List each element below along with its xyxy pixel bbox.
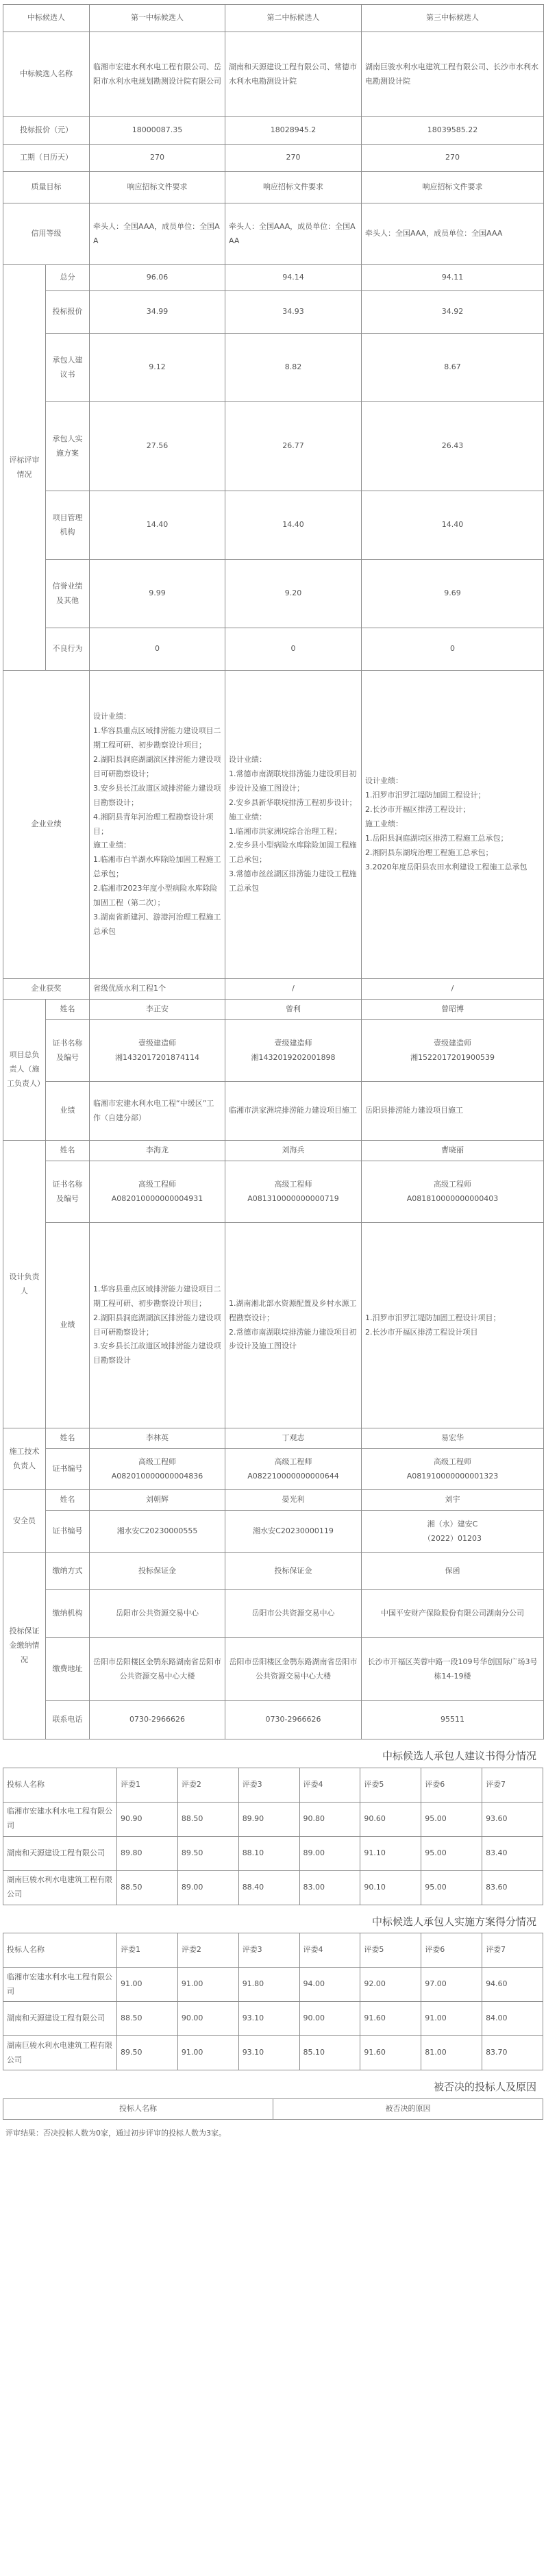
table-row [3,1836,543,1870]
proposal-header-cell: 评委1 [117,1768,178,1802]
pm-group-label: 项目总负责人（施工负责人） [3,1000,46,1141]
plan-header-cell: 评委6 [421,1933,482,1968]
candidate-3-awards: / [362,979,544,1000]
candidate-1-designer-perf-cell [90,1223,225,1428]
score-cell: 83.00 [299,1870,360,1905]
candidate-3-designer-cert: 高级工程师 A081810000000000403 [406,1179,499,1203]
score-cell: 95.00 [421,1836,482,1870]
performance-label: 企业业绩 [3,671,90,979]
candidate-2-pm-name: 曾利 [225,1000,362,1020]
pm-perf-row [3,1082,544,1141]
candidate-3-designer-perf-cell [362,1223,544,1428]
score-cell: 91.00 [117,1968,178,2002]
proposal-scores-table [3,1768,543,1905]
construction-name-label: 姓名 [46,1428,90,1449]
safety-cert-label: 证书编号 [46,1511,90,1553]
awards-row [3,979,544,1000]
review-value: 34.93 [225,291,362,334]
proposal-header-cell: 评委5 [360,1768,421,1802]
review-label: 不良行为 [46,628,90,671]
score-cell: 89.90 [238,1802,299,1836]
pm-name-row [3,1000,544,1020]
review-row-price [3,291,544,334]
bidder-name: 湖南和天源建设工程有限公司 [3,1836,117,1870]
review-value: 8.82 [225,334,362,402]
awards-label: 企业获奖 [3,979,90,1000]
review-value: 9.99 [90,560,225,628]
proposal-header-cell: 评委4 [299,1768,360,1802]
candidate-2-designer-name: 刘海兵 [225,1141,362,1161]
bond-phone-row [3,1701,544,1739]
candidate-3-designer-name: 曹晓丽 [362,1141,544,1161]
candidate-3-period: 270 [362,145,544,172]
bond-agency-label: 缴纳机构 [46,1590,90,1638]
score-cell: 97.00 [421,1968,482,2002]
score-cell: 84.00 [482,2002,543,2036]
score-cell: 94.00 [299,1968,360,2002]
rejected-header-name: 投标人名称 [3,2098,273,2119]
header-candidate-2: 第二中标候选人 [225,5,362,32]
review-row-proposal [3,334,544,402]
proposal-header-cell: 评委6 [421,1768,482,1802]
candidate-1-bond-phone: 0730-2966626 [90,1701,225,1739]
header-label: 中标候选人 [3,5,90,32]
candidate-3-pm-perf: 岳阳县排涝能力建设项目施工 [362,1082,544,1141]
plan-scores-header-row [3,1933,543,1968]
candidate-1-name: 临湘市宏建水利水电工程有限公司、岳阳市水利水电规划勘测设计院有限公司 [90,32,225,117]
candidate-2-pm-perf: 临湘市洪家洲垸排涝能力建设项目施工 [225,1082,362,1141]
review-value: 0 [225,628,362,671]
construction-group-label: 施工技术负责人 [3,1428,46,1490]
bidder-name: 临湘市宏建水利水电工程有限公司 [3,1968,117,2002]
header-candidate-1: 第一中标候选人 [90,5,225,32]
candidate-1-designer-perf: 1.华容县重点区域排涝能力建设项目二期工程可研、初步勘察设计项目； 2.湖阳县洞庭湖湖滨区排涝能力建设项目可研勘察设计； 3.安乡县长江故道区域排涝能力建设项目勘察设计 [93,1284,221,1365]
score-cell: 89.00 [177,1870,238,1905]
proposal-header-cell: 投标人名称 [3,1768,117,1802]
name-label: 中标候选人名称 [3,32,90,117]
candidate-3-credit: 牵头人：全国AAA，成员单位：全国AAA [362,203,544,265]
candidate-2-name: 湖南和天源建设工程有限公司、常德市水利水电勘测设计院 [225,32,362,117]
review-label: 总分 [46,265,90,291]
table-row [3,2036,543,2070]
review-value: 26.77 [225,402,362,491]
designer-cert-row [3,1161,544,1223]
bidder-name: 湖南巨骏水利水电建筑工程有限公司 [3,2036,117,2070]
candidate-1-designer-cert-cell [90,1161,225,1223]
score-cell: 94.60 [482,1968,543,2002]
designer-perf-row [3,1223,544,1428]
score-cell: 93.10 [238,2002,299,2036]
score-cell: 91.00 [421,2002,482,2036]
review-label: 承包人实施方案 [46,402,90,491]
candidate-3-bond-method: 保函 [362,1553,544,1590]
candidate-1-safety-name: 刘朝辉 [90,1490,225,1511]
header-row [3,5,544,32]
bond-method-row [3,1553,544,1590]
score-cell: 95.00 [421,1870,482,1905]
review-value: 9.12 [90,334,225,402]
plan-scores-table [3,1933,543,2070]
candidate-2-bond-address: 岳阳市岳阳楼区金鹗东路湖南省岳阳市公共资源交易中心大楼 [225,1638,362,1701]
bond-phone-label: 联系电话 [46,1701,90,1739]
proposal-scores-header-row [3,1768,543,1802]
designer-name-row [3,1141,544,1161]
candidate-3-bond-phone: 95511 [362,1701,544,1739]
table-row [3,1802,543,1836]
rejected-title: 被否决的投标人及原因 [433,2081,536,2093]
candidate-2-construction-cert-cell [225,1449,362,1490]
candidate-3-designer-perf: 1.汨罗市汨罗江堤防加固工程设计项目； 2.长沙市开福区排涝工程设计项目 [365,1313,501,1337]
candidate-1-pm-cert: 壹级建造师 湘1432017201874114 [115,1038,199,1062]
candidate-2-period: 270 [225,145,362,172]
candidate-2-safety-name: 晏光利 [225,1490,362,1511]
candidate-1-pm-cert-cell [90,1020,225,1082]
score-cell: 85.10 [299,2036,360,2070]
review-label: 信誉业绩及其他 [46,560,90,628]
score-cell: 89.80 [117,1836,178,1870]
plan-header-cell: 评委5 [360,1933,421,1968]
review-value: 14.40 [225,491,362,560]
review-value: 27.56 [90,402,225,491]
review-value: 9.20 [225,560,362,628]
designer-perf-label: 业绩 [46,1223,90,1428]
candidate-2-pm-cert: 壹级建造师 湘1432019202001898 [251,1038,336,1062]
candidate-3-performance-cell [362,671,544,979]
review-note: 评审结果：否决投标人数为0家，通过初步评审的投标人数为3家。 [5,2128,226,2138]
proposal-header-cell: 评委3 [238,1768,299,1802]
candidate-1-bond-method: 投标保证金 [90,1553,225,1590]
candidate-2-bond-phone: 0730-2966626 [225,1701,362,1739]
proposal-header-cell: 评委7 [482,1768,543,1802]
score-cell: 91.60 [360,2002,421,2036]
score-cell: 90.80 [299,1802,360,1836]
candidate-3-pm-cert-cell [362,1020,544,1082]
review-value: 34.92 [362,291,544,334]
review-value: 9.69 [362,560,544,628]
bidder-name: 湖南巨骏水利水电建筑工程有限公司 [3,1870,117,1905]
review-value: 14.40 [362,491,544,560]
score-cell: 81.00 [421,2036,482,2070]
candidate-1-pm-name: 李正安 [90,1000,225,1020]
candidate-1-price: 18000087.35 [90,117,225,145]
bond-address-label: 缴费地址 [46,1638,90,1701]
candidate-3-safety-cert-cell [362,1511,544,1553]
score-cell: 90.90 [117,1802,178,1836]
score-cell: 91.60 [360,2036,421,2070]
name-row [3,32,544,117]
table-row [3,2002,543,2036]
quality-label: 质量目标 [3,172,90,203]
score-cell: 89.50 [177,1836,238,1870]
score-cell: 83.70 [482,2036,543,2070]
score-cell: 91.00 [177,2036,238,2070]
score-cell: 90.10 [360,1870,421,1905]
plan-header-cell: 投标人名称 [3,1933,117,1968]
candidate-3-bond-agency: 中国平安财产保险股份有限公司湖南分公司 [362,1590,544,1638]
candidate-1-construction-name: 李林英 [90,1428,225,1449]
candidate-2-bond-agency: 岳阳市公共资源交易中心 [225,1590,362,1638]
review-value: 0 [90,628,225,671]
score-cell: 83.60 [482,1870,543,1905]
period-row [3,145,544,172]
candidate-1-designer-cert: 高级工程师 A082010000000004931 [111,1179,203,1203]
table-row [3,1968,543,2002]
review-value: 94.14 [225,265,362,291]
candidate-3-name: 湖南巨骏水利水电建筑工程有限公司、长沙市水利水电勘测设计院 [362,32,544,117]
candidate-3-bond-address: 长沙市开福区芙蓉中路一段109号华创国际广场3号栋14-19楼 [362,1638,544,1701]
pm-cert-label: 证书名称及编号 [46,1020,90,1082]
candidate-1-construction-cert-cell [90,1449,225,1490]
score-cell: 83.40 [482,1836,543,1870]
candidate-2-designer-perf: 1.湖南湘北部水资源配置及乡村水源工程勘察设计； 2.常德市南湖联垸排涝能力建设项目初步设计及施工图设计 [229,1298,357,1351]
construction-cert-row [3,1449,544,1490]
quality-row [3,172,544,203]
price-label: 投标报价（元） [3,117,90,145]
bidder-name: 湖南和天源建设工程有限公司 [3,2002,117,2036]
candidate-1-performance: 设计业绩： 1.华容县重点区域排涝能力建设项目二期工程可研、初步勘察设计项目； 2.湖阳县洞庭湖湖滨区排涝能力建设项目可研勘察设计； 3.安乡县长江故道区域排涝能力建设项目勘察设计； 4.湘阴县青年河治理工程勘察设计项目； 施工业绩： 1.临湘市白羊湖水库除险加固工程施工总承包； 2.临湘市2023年度小型病险水库除险加固工程（第二次）； 3.湖南省新建河、游港河治理工程施工总承包 [93,712,221,936]
candidate-1-construction-cert: 高级工程师 A082010000000004836 [111,1457,203,1481]
construction-name-row [3,1428,544,1449]
candidate-1-period: 270 [90,145,225,172]
bond-group-label: 投标保证金缴纳情况 [3,1553,46,1739]
rejected-header-reason: 被否决的原因 [273,2098,543,2119]
candidate-3-safety-cert: 湘（水）建安C （2022）01203 [423,1519,482,1543]
candidate-table [3,4,544,1739]
candidate-1-awards: 省级优质水利工程1个 [90,979,225,1000]
score-cell: 90.00 [177,2002,238,2036]
candidate-2-price: 18028945.2 [225,117,362,145]
review-value: 96.06 [90,265,225,291]
candidate-3-construction-name: 易宏华 [362,1428,544,1449]
price-row [3,117,544,145]
candidate-2-performance-cell [225,671,362,979]
safety-name-label: 姓名 [46,1490,90,1511]
score-cell: 88.50 [177,1802,238,1836]
candidate-1-quality: 响应招标文件要求 [90,172,225,203]
candidate-3-designer-cert-cell [362,1161,544,1223]
candidate-2-awards: / [225,979,362,1000]
designer-group-label: 设计负责人 [3,1141,46,1428]
plan-header-cell: 评委4 [299,1933,360,1968]
review-value: 0 [362,628,544,671]
candidate-2-safety-cert: 湘水安C20230000119 [225,1511,362,1553]
review-group-label: 评标评审情况 [3,265,46,671]
plan-header-cell: 评委7 [482,1933,543,1968]
candidate-1-designer-name: 李海龙 [90,1141,225,1161]
bond-address-row [3,1638,544,1701]
score-cell: 90.60 [360,1802,421,1836]
score-cell: 91.10 [360,1836,421,1870]
candidate-3-pm-name: 曾昭博 [362,1000,544,1020]
review-label: 投标报价 [46,291,90,334]
score-cell: 88.50 [117,1870,178,1905]
review-value: 14.40 [90,491,225,560]
proposal-header-cell: 评委2 [177,1768,238,1802]
score-cell: 88.40 [238,1870,299,1905]
designer-name-label: 姓名 [46,1141,90,1161]
candidate-3-price: 18039585.22 [362,117,544,145]
table-row [3,1870,543,1905]
candidate-2-bond-method: 投标保证金 [225,1553,362,1590]
review-row-plan [3,402,544,491]
candidate-1-bond-address: 岳阳市岳阳楼区金鹗东路湖南省岳阳市公共资源交易中心大楼 [90,1638,225,1701]
candidate-2-pm-cert-cell [225,1020,362,1082]
candidate-2-construction-name: 丁观志 [225,1428,362,1449]
performance-row [3,671,544,979]
safety-name-row [3,1490,544,1511]
rejected-header-row [3,2098,543,2119]
bidder-name: 临湘市宏建水利水电工程有限公司 [3,1802,117,1836]
candidate-1-safety-cert: 湘水安C20230000555 [90,1511,225,1553]
score-cell: 90.00 [299,2002,360,2036]
candidate-1-performance-cell [90,671,225,979]
bond-method-label: 缴纳方式 [46,1553,90,1590]
rejected-table [3,2098,543,2120]
score-cell: 92.00 [360,1968,421,2002]
designer-cert-label: 证书名称及编号 [46,1161,90,1223]
candidate-3-construction-cert-cell [362,1449,544,1490]
candidate-3-quality: 响应招标文件要求 [362,172,544,203]
candidate-2-credit: 牵头人：全国AAA，成员单位：全国AAA [225,203,362,265]
pm-perf-label: 业绩 [46,1082,90,1141]
plan-header-cell: 评委1 [117,1933,178,1968]
candidate-2-designer-cert-cell [225,1161,362,1223]
candidate-2-quality: 响应招标文件要求 [225,172,362,203]
score-cell: 89.50 [117,2036,178,2070]
candidate-2-performance: 设计业绩： 1.常德市南湖联垸排涝能力建设项目初步设计及施工图设计； 2.安乡县新华联垸排涝工程初步设计； 施工业绩： 1.临湘市洪家洲垸综合治理工程； 2.安乡县小型病险水库除险加固工程施工总承包； 3.常德市丝丝湖区排涝能力建设工程施工总承包 [229,755,357,893]
header-candidate-3: 第三中标候选人 [362,5,544,32]
plan-header-cell: 评委2 [177,1933,238,1968]
score-cell: 93.60 [482,1802,543,1836]
review-value: 26.43 [362,402,544,491]
safety-group-label: 安全员 [3,1490,46,1553]
score-cell: 93.10 [238,2036,299,2070]
credit-row [3,203,544,265]
proposal-scores-title: 中标候选人承包人建议书得分情况 [382,1750,536,1762]
review-label: 项目管理机构 [46,491,90,560]
credit-label: 信用等级 [3,203,90,265]
review-value: 34.99 [90,291,225,334]
score-cell: 91.80 [238,1968,299,2002]
review-value: 8.67 [362,334,544,402]
plan-header-cell: 评委3 [238,1933,299,1968]
review-row-bad-conduct [3,628,544,671]
bond-agency-row [3,1590,544,1638]
review-row-total [3,265,544,291]
safety-cert-row [3,1511,544,1553]
pm-cert-row [3,1020,544,1082]
score-cell: 89.00 [299,1836,360,1870]
review-value: 94.11 [362,265,544,291]
candidate-3-safety-name: 刘宇 [362,1490,544,1511]
candidate-3-construction-cert: 高级工程师 A081910000000001323 [406,1457,499,1481]
candidate-1-credit: 牵头人：全国AAA，成员单位：全国AA [90,203,225,265]
pm-name-label: 姓名 [46,1000,90,1020]
score-cell: 88.50 [117,2002,178,2036]
candidate-1-bond-agency: 岳阳市公共资源交易中心 [90,1590,225,1638]
score-cell: 91.00 [177,1968,238,2002]
candidate-3-pm-cert: 壹级建造师 湘1522017201900539 [410,1038,495,1062]
candidate-2-designer-perf-cell [225,1223,362,1428]
review-row-organization [3,491,544,560]
plan-scores-title: 中标候选人承包人实施方案得分情况 [371,1915,536,1928]
construction-cert-label: 证书编号 [46,1449,90,1490]
candidate-2-designer-cert: 高级工程师 A081310000000000719 [247,1179,339,1203]
candidate-1-pm-perf: 临湘市宏建水利水电工程“中缓区”工作（自建分部） [90,1082,225,1141]
review-label: 承包人建议书 [46,334,90,402]
period-label: 工期（日历天） [3,145,90,172]
score-cell: 95.00 [421,1802,482,1836]
candidate-3-performance: 设计业绩： 1.汨罗市汨罗江堤防加固工程设计； 2.长沙市开福区排涝工程设计； 施工业绩： 1.岳阳县洞庭湖垸区排涝工程施工总承包； 2.湘阴县东湖垸治理工程施工总承包； 3.2020年度岳阳县农田水利建设工程施工总承包 [365,776,528,871]
score-cell: 88.10 [238,1836,299,1870]
review-row-reputation [3,560,544,628]
candidate-2-construction-cert: 高级工程师 A082210000000000644 [247,1457,339,1481]
